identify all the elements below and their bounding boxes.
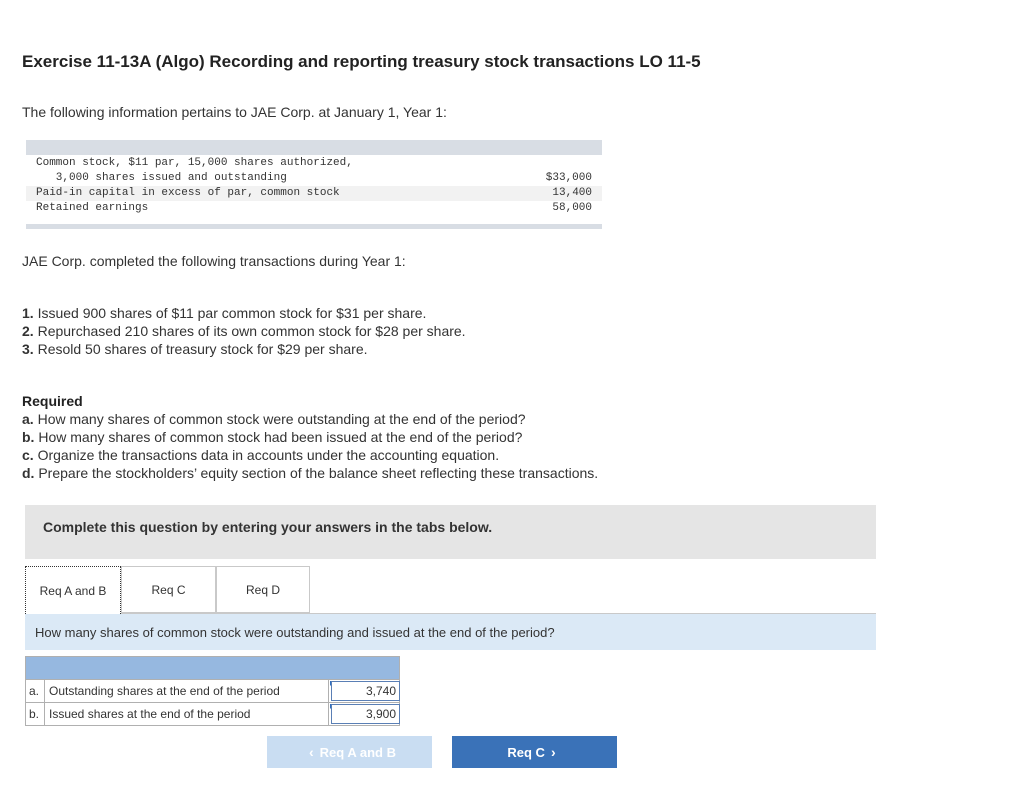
balance-label: Paid-in capital in excess of par, common stock <box>36 187 340 199</box>
answer-cell <box>328 703 400 725</box>
opening-balances-table <box>26 140 602 230</box>
transaction-item: 1. Issued 900 shares of $11 par common stock for $31 per share. <box>22 305 427 321</box>
instructions-box <box>25 505 876 559</box>
required-item: d. Prepare the stockholders’ equity section of the balance sheet reflecting these transactions. <box>22 465 599 481</box>
transaction-item: 2. Repurchased 210 shares of its own common stock for $28 per share. <box>22 323 466 339</box>
instructions-text: Complete this question by entering your answers in the tabs below. <box>43 519 493 535</box>
table-row <box>25 703 400 726</box>
balance-label: Common stock, $11 par, 15,000 shares authorized, <box>36 157 353 169</box>
answer-table <box>25 656 400 726</box>
balance-value: $33,000 <box>545 172 592 184</box>
balance-label: 3,000 shares issued and outstanding <box>36 172 287 184</box>
tab-req-a-and-b[interactable]: Req A and B <box>25 566 121 614</box>
required-item: a. How many shares of common stock were outstanding at the end of the period? <box>22 411 526 427</box>
table-footer-band <box>26 224 602 229</box>
previous-tab-label: Req A and B <box>319 744 396 760</box>
transactions-intro: JAE Corp. completed the following transactions during Year 1: <box>22 253 406 269</box>
outstanding-shares-input[interactable]: 3,740 <box>331 681 400 701</box>
exercise-title: Exercise 11-13A (Algo) Recording and reporting treasury stock transactions LO 11-5 <box>22 52 701 71</box>
answer-table-header <box>25 656 400 680</box>
balance-value: 58,000 <box>552 202 592 214</box>
answer-cell <box>328 680 400 702</box>
intro-text: The following information pertains to JAE Corp. at January 1, Year 1: <box>22 104 447 120</box>
required-item: b. How many shares of common stock had been issued at the end of the period? <box>22 429 523 445</box>
chevron-right-icon: › <box>550 744 556 760</box>
question-text: How many shares of common stock were outstanding and issued at the end of the period? <box>35 625 555 640</box>
balance-value: 13,400 <box>552 187 592 199</box>
table-header-band <box>26 140 602 155</box>
column-divider <box>44 680 45 702</box>
table-row <box>25 680 400 703</box>
next-tab-button[interactable] <box>452 736 617 768</box>
tab-req-c[interactable]: Req C <box>121 566 216 613</box>
transaction-item: 3. Resold 50 shares of treasury stock for $29 per share. <box>22 341 368 357</box>
chevron-left-icon: ‹ <box>309 744 314 760</box>
required-item: c. Organize the transactions data in accounts under the accounting equation. <box>22 447 500 463</box>
tab-req-d[interactable]: Req D <box>216 566 310 613</box>
balance-label: Retained earnings <box>36 202 149 214</box>
column-divider <box>44 703 45 725</box>
row-letter: b. <box>29 707 40 721</box>
row-label: Outstanding shares at the end of the period <box>49 684 280 698</box>
question-bar <box>25 614 876 650</box>
required-heading: Required <box>22 393 83 409</box>
issued-shares-input[interactable]: 3,900 <box>331 704 400 724</box>
previous-tab-button[interactable] <box>267 736 432 768</box>
next-tab-label: Req C <box>507 744 545 760</box>
row-letter: a. <box>29 684 40 698</box>
row-label: Issued shares at the end of the period <box>49 707 251 721</box>
